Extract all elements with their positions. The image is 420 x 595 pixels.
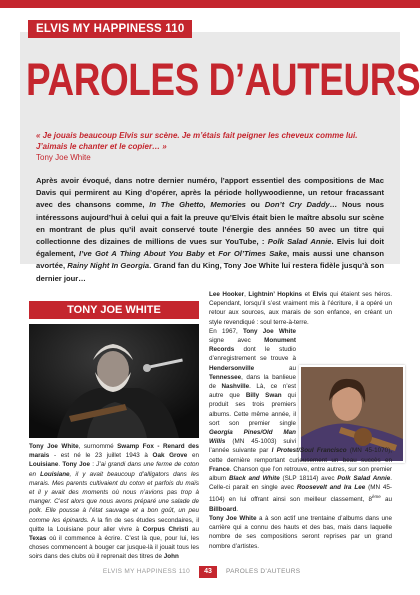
artist-heading: TONY JOE WHITE xyxy=(29,301,199,319)
artist-photo xyxy=(29,324,199,438)
paragraph: Tony Joe White a à son actif une trentaine d’albums dans une carrière qui a connu des hauts et des bas, mais dans laquelle nombre de ses compositions seront reprises par un grand nombre d’artistes. xyxy=(209,514,393,550)
magazine-tag: ELVIS MY HAPPINESS 110 xyxy=(28,20,192,38)
quote-author: Tony Joe White xyxy=(36,153,91,162)
intro-paragraph: Après avoir évoqué, dans notre dernier numéro, l’apport essentiel des compositions de Mac Davis qui permirent au King d’opérer, après la période hollywoodienne, un retour fracassant avec des chansons comme, In The Ghetto, Memories ou Don’t Cry Daddy… Nous nous intéressons aujourd’hui à celui qui a fait la preuve qu’Elvis était bien le maître absolu sur scène en montrant de plus qu’il avait conservé toute l’énergie des années 50 avec un titre qui collectionne des dizaines de millions de vues sur YouTube, : Polk Salad Annie. Elvis lui doit également, I’ve Got A Thing About You Baby et For Ol’Times Sake, mais aussi une chanson avortée, Rainy Night In Georgia. Grand fan du King, Tony Joe White lui restera fidèle jusqu’à son dernier jour… xyxy=(36,176,384,283)
quote-line: « Je jouais beaucoup Elvis sur scène. Je m’étais fait peigner les cheveux comme lui. xyxy=(36,131,358,140)
body-column-left: Tony Joe White, surnommé Swamp Fox - Renard des marais - est né le 23 juillet 1943 à Oak Grove en Louisiane. Tony Joe : J’ai grandi dans une ferme de coton en Louisiane, il y avait beaucoup d’alligators dans les marais. Mes parents cultivaient du coton et parfois du maïs et il y avait des moments où nous n’avions pas trop à manger. C’est alors que nous avons préparé une salade de polk. Elle pousse à l’état sauvage et a bon goût, un peu comme les épinards. A la fin de ses études secondaires, il quitte la Louisiane pour aller vivre à Corpus Christi au Texas où il commence à écrire. C’est là que, pour lui, les choses commencent à bouger car jusque-là il jouait tous les soirs dans des clubs où il reprenait des titres de John xyxy=(29,443,200,561)
footer-magazine: ELVIS MY HAPPINESS 110 xyxy=(102,568,190,575)
paragraph: En 1967, Tony Joe White signe avec Monument Records dont le studio d’enregistrement se trouve à Hendersonville au Tennessee, dans la banlieue de Nashville. Là, ce n’est autre que Billy Swan qui produit ses trois premiers albums. Cette même année, il sort son premier single Georgia Pines/Old Man Willis (MN 45-1003) suivi l’année suivante par I Protest/Soul Francisco (MN 45-1070), cette dernière remportant curieusement un beau succès en France. Chanson que l’on retrouve, entre autres, sur son premier album Black and White (SLP 18114) avec Polk Salad Annie. Celle-ci parait en single avec Roosevelt and Ira Lee (MN 45-1104) en lui offrant ainsi son meilleur classement, 8ème au Billboard. xyxy=(209,327,393,513)
page-number: 43 xyxy=(199,566,217,578)
footer-section: PAROLES D’AUTEURS xyxy=(226,568,301,575)
paragraph: Lee Hooker, Lightnin’ Hopkins et Elvis qui étaient ses héros. Cependant, lorsqu’il s’est vraiment mis à l’écriture, il a opéré un retour aux sources, aux marais de son enfance, en créant un style revendiqué : soul terre-à-terre. xyxy=(209,291,392,326)
top-accent-bar xyxy=(0,0,420,8)
pull-quote xyxy=(36,130,382,152)
quote-line: J’aimais le chanter et le copier… » xyxy=(36,142,167,151)
page-title: PAROLES D’AUTEURS xyxy=(26,54,420,105)
body-column-right xyxy=(209,290,392,551)
